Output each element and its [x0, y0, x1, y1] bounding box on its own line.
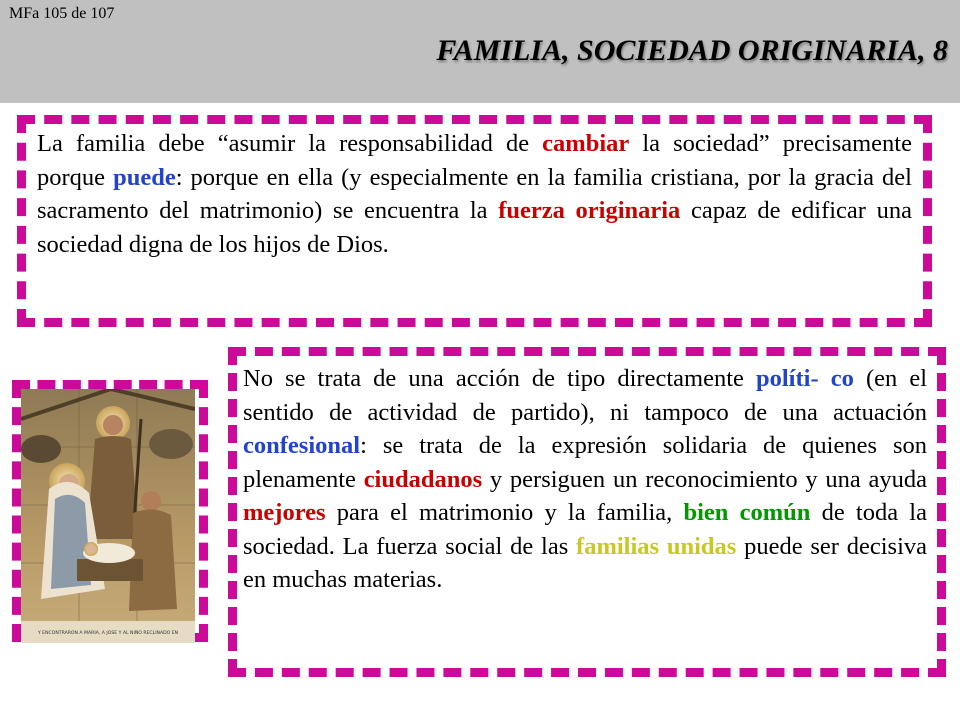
slide-title: FAMILIA, SOCIEDAD ORIGINARIA, 8	[436, 34, 948, 67]
slide-number: MFa 105 de 107	[9, 5, 115, 22]
highlight-politico-b: co	[830, 365, 854, 392]
highlight-confesional: confesional	[243, 432, 361, 459]
title-bar	[0, 0, 960, 103]
image-caption: Y ENCONTRARON A MARIA, A JOSE Y AL NIÑO RECLINADO EN	[37, 631, 179, 636]
highlight-fuerza-originaria: fuerza originaria	[498, 197, 681, 224]
bottom-paragraph: No se trata de una acción de tipo directamente políti- co (en el sentido de actividad de partido), ni tampoco de una actuación confesional: se trata de la expresión solidaria de quienes son plenamente ciudadanos y persiguen un reconocimiento y una ayuda mejores para el matrimonio y la familia, bien común de toda la sociedad. La fuerza social de las familias unidas puede ser decisiva en muchas materias.	[243, 365, 928, 593]
highlight-politico-a: políti-	[755, 365, 819, 392]
highlight-cambiar: cambiar	[542, 130, 630, 157]
nativity-scene-icon	[21, 389, 195, 643]
top-paragraph: La familia debe “asumir la responsabilidad de cambiar la sociedad” precisamente porque puede: porque en ella (y especialmente en la familia cristiana, por la gracia del sacramento del matrimonio) se encuentra la fuerza originaria capaz de edificar una sociedad digna de los hijos de Dios.	[37, 130, 912, 258]
highlight-mejores: mejores	[243, 499, 326, 526]
nativity-tile-icon	[21, 389, 195, 643]
highlight-puede: puede	[113, 163, 176, 191]
highlight-familias-unidas: familias unidas	[576, 532, 737, 560]
highlight-ciudadanos: ciudadanos	[363, 465, 483, 493]
highlight-bien-comun: bien común	[683, 499, 811, 526]
